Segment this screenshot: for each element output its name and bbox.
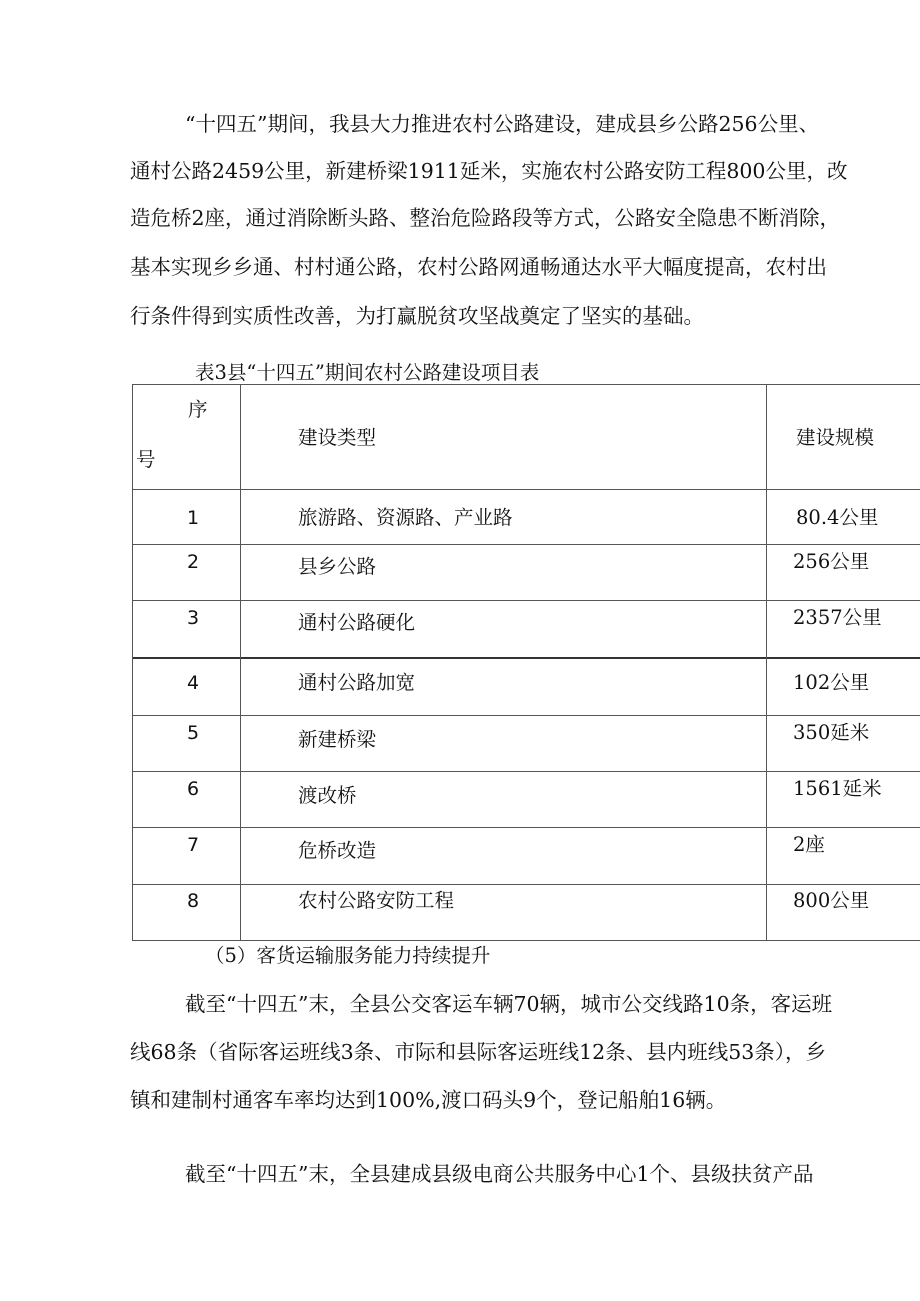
- row-divider: [132, 544, 920, 545]
- table-caption: 表3县“十四五”期间农村公路建设项目表: [195, 361, 540, 384]
- row-5-type: 新建桥梁: [298, 728, 377, 751]
- row-1-no: 1: [187, 507, 200, 529]
- row-7-type: 危桥改造: [298, 839, 377, 862]
- row-divider: [132, 600, 920, 601]
- row-4-scale: 102公里: [793, 671, 870, 694]
- header-seq-top: 序: [188, 398, 208, 421]
- row-divider: [132, 884, 920, 885]
- text-line: 线68条（省际客运班线3条、市际和县际客运班线12条、县内班线53条），乡: [130, 1040, 827, 1064]
- row-1-scale: 80.4公里: [796, 506, 879, 529]
- text-line: 行条件得到实质性改善，为打赢脱贫攻坚战奠定了坚实的基础。: [130, 304, 704, 328]
- text-line: 造危桥2座，通过消除断头路、整治危险路段等方式，公路安全隐患不断消除，: [130, 206, 841, 230]
- row-divider: [132, 489, 920, 490]
- section-title: （5）客货运输服务能力持续提升: [205, 944, 491, 967]
- row-6-no: 6: [187, 778, 200, 800]
- row-6-scale: 1561延米: [793, 777, 882, 800]
- column-divider: [240, 384, 241, 941]
- row-3-no: 3: [187, 607, 200, 629]
- row-3-type: 通村公路硬化: [298, 611, 416, 634]
- row-1-type: 旅游路、资源路、产业路: [298, 506, 513, 529]
- text-line: “十四五”期间，我县大力推进农村公路建设，建成县乡公路256公里、: [185, 112, 820, 136]
- row-3-scale: 2357公里: [793, 606, 882, 629]
- table-border-top: [132, 384, 920, 385]
- row-2-scale: 256公里: [793, 550, 870, 573]
- column-divider: [766, 384, 767, 941]
- header-type: 建设类型: [298, 426, 377, 449]
- row-6-type: 渡改桥: [298, 784, 357, 807]
- column-divider: [132, 384, 133, 941]
- header-scale: 建设规模: [796, 426, 875, 449]
- text-line: 基本实现乡乡通、村村通公路，农村公路网通畅通达水平大幅度提高，农村出: [130, 255, 827, 279]
- row-4-no: 4: [187, 672, 200, 694]
- text-line: 截至“十四五”末，全县公交客运车辆70辆，城市公交线路10条，客运班: [185, 992, 833, 1016]
- table-border-bottom: [132, 940, 920, 941]
- row-7-no: 7: [187, 834, 200, 856]
- text-line: 通村公路2459公里，新建桥梁1911延米，实施农村公路安防工程800公里，改: [130, 159, 848, 183]
- row-5-scale: 350延米: [793, 721, 870, 744]
- row-5-no: 5: [187, 722, 200, 744]
- row-8-type: 农村公路安防工程: [298, 889, 455, 912]
- row-8-scale: 800公里: [793, 889, 870, 912]
- row-4-type: 通村公路加宽: [298, 671, 416, 694]
- row-2-no: 2: [187, 551, 200, 573]
- header-seq-bottom: 号: [136, 448, 156, 471]
- row-divider: [132, 827, 920, 828]
- row-divider: [132, 657, 920, 659]
- row-divider: [132, 771, 920, 772]
- row-8-no: 8: [187, 890, 200, 912]
- row-divider: [132, 715, 920, 716]
- text-line: 镇和建制村通客车率均达到100%,渡口码头9个，登记船舶16辆。: [130, 1088, 727, 1112]
- row-7-scale: 2座: [793, 833, 825, 856]
- row-2-type: 县乡公路: [298, 555, 377, 578]
- text-line: 截至“十四五”末，全县建成县级电商公共服务中心1个、县级扶贫产品: [185, 1162, 814, 1186]
